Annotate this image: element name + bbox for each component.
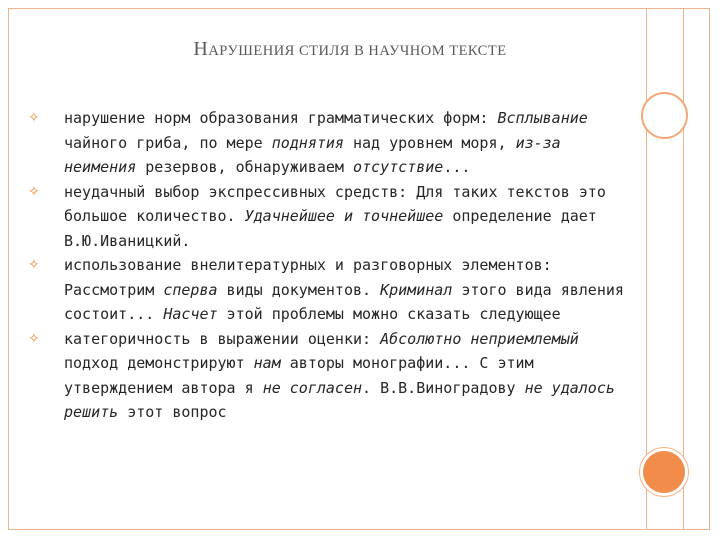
- slide-title: [110, 38, 590, 61]
- bullet-item: [28, 253, 628, 327]
- bullet-text-italic: Криминал: [380, 280, 453, 299]
- bullet-text-italic: Всплывание: [497, 109, 588, 127]
- slide-title-rest: АРУШЕНИЯ СТИЛЯ В НАУЧНОМ ТЕКСТЕ: [208, 43, 507, 59]
- bullet-text-italic: сперва: [163, 280, 218, 299]
- bullet-item: [28, 106, 628, 180]
- bullet-text-segment: определение дает В.Ю.Иваницкий.: [64, 207, 597, 250]
- bullet-text-segment: подход демонстрируют: [64, 354, 254, 372]
- bullet-marker-icon: ✧: [28, 257, 40, 273]
- bullet-text-segment: этого вида явления состоит...: [64, 280, 624, 323]
- bullet-text-segment: нарушение норм образования грамматических форм:: [64, 109, 498, 127]
- bullet-text-segment: этой проблемы можно сказать следующее: [217, 305, 561, 323]
- decorative-circle-outline: [641, 92, 688, 139]
- decorative-circle-filled: [640, 448, 688, 496]
- bullet-text-italic: поднятия: [271, 133, 344, 152]
- bullet-text-italic: не согласен: [262, 378, 363, 397]
- bullet-text-segment: над уровнем моря,: [343, 133, 516, 152]
- bullet-list: [28, 106, 628, 425]
- bullet-item: [28, 180, 628, 254]
- bullet-text-italic: не удалось решить: [64, 378, 615, 421]
- bullet-text-segment: чайного гриба, по мере: [64, 133, 272, 152]
- bullet-text-segment: неудачный выбор экспрессивных средств: Для таких текстов это большое количество.: [64, 182, 606, 225]
- bullet-text-segment: резервов, обнаруживаем: [136, 158, 353, 176]
- slide-title-initial: Н: [193, 38, 209, 60]
- bullet-text-segment: категоричность в выражении оценки:: [64, 329, 381, 348]
- bullet-text-segment: виды документов.: [217, 280, 381, 299]
- bullet-text-italic: нам: [253, 354, 281, 372]
- bullet-text-segment: ...: [443, 158, 471, 176]
- bullet-text-italic: Насчет: [163, 305, 218, 323]
- bullet-text-italic: Абсолютно неприемлемый: [380, 329, 579, 348]
- bullet-text-segment: авторы монографии... С этим утверждением автора я: [64, 354, 534, 397]
- bullet-marker-icon: ✧: [28, 110, 40, 126]
- bullet-marker-icon: ✧: [28, 330, 40, 347]
- bullet-text-italic: отсутствие: [353, 158, 444, 176]
- bullet-text-segment: использование внелитературных и разговорных элементов: Рассмотрим: [64, 256, 552, 299]
- bullet-text-segment: . В.В.Виноградову: [362, 378, 525, 397]
- bullet-marker-icon: ✧: [28, 183, 40, 200]
- bullet-item: [28, 327, 628, 425]
- bullet-text-italic: Удачнейшее и точнейшее: [244, 207, 444, 225]
- bullet-text-italic: из-за неимения: [64, 133, 561, 176]
- bullet-text-segment: этот вопрос: [118, 403, 227, 421]
